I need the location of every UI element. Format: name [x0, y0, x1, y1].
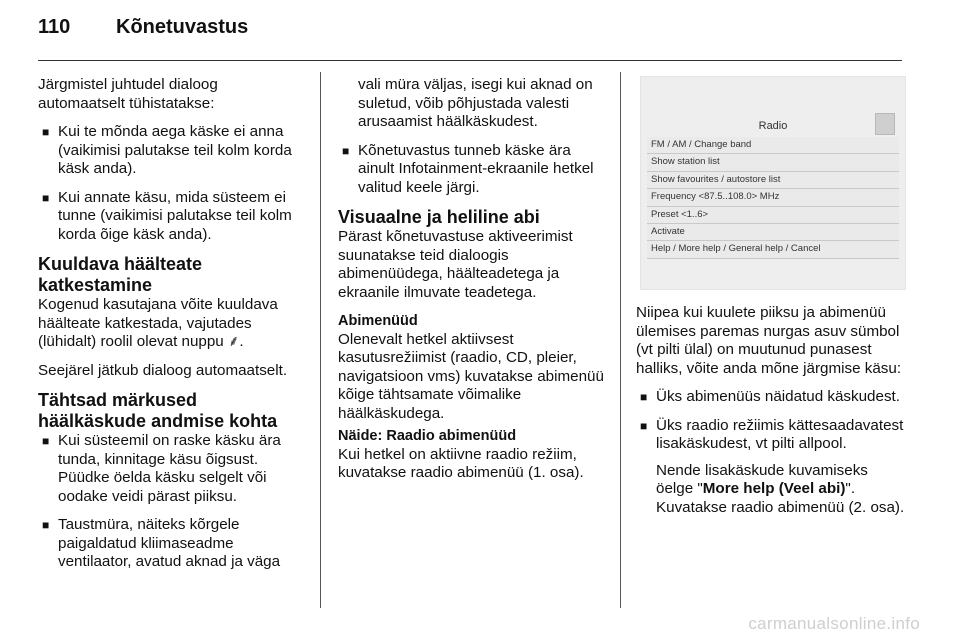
- subheading: Abimenüüd: [338, 313, 418, 329]
- list-item: [38, 189, 306, 245]
- continuation-text: vali müra väljas, isegi kui aknad on suletud, võib põhjustada valesti arusaamist häälkäskudest.: [358, 76, 593, 130]
- list-item: [38, 516, 306, 572]
- section-heading: Kuuldava häälteate katkestamine: [38, 254, 203, 295]
- list-item: [636, 388, 906, 407]
- section-heading: Tähtsad märkused häälkäskude andmise kohta: [38, 390, 278, 431]
- bullet-square-icon: ■: [42, 518, 50, 532]
- column-2: [338, 76, 606, 493]
- list-item-text: Kui süsteemil on raske käsku ära tunda, kinnitage käsu õigsust. Püüdke öelda käsku selgelt või oodake veidi pärast piiksu.: [58, 432, 281, 505]
- bullet-square-icon: ■: [640, 390, 648, 404]
- menu-item: Preset <1..6>: [647, 207, 899, 224]
- list-item: [38, 123, 306, 179]
- list-item: [38, 432, 306, 506]
- menu-item: Show favourites / autostore list: [647, 172, 899, 189]
- paragraph-text: Niipea kui kuulete piiksu ja abimenüü ülemises paremas nurgas asuv sümbol (vt pilti ülal) on muutunud punasest halliks, võite anda mõne järgmise käsu:: [636, 304, 902, 377]
- list-item-text: Kui te mõnda aega käske ei anna (vaikimisi palutakse teil kolm korda käsk anda).: [58, 123, 292, 177]
- paragraph-text: Pärast kõnetuvastuse aktiveerimist suunatakse teid dialoogis abimenüüdega, häälteadetega ja ekraanile ilmuvate teadetega.: [338, 228, 573, 301]
- radio-help-menu-screenshot: [640, 76, 906, 290]
- bullet-square-icon: ■: [342, 143, 350, 158]
- menu-item: Help / More help / General help / Cancel: [647, 241, 899, 258]
- list-item-text: Üks abimenüüs näidatud käskudest.: [656, 388, 900, 405]
- list-item-text: ".: [845, 480, 856, 497]
- column-3: [636, 76, 906, 527]
- list-item-text: Taustmüra, näiteks kõrgele paigaldatud kliimaseadme ventilaator, avatud aknad ja väga: [58, 516, 281, 570]
- column-1: [38, 76, 306, 582]
- column-divider-1: [320, 72, 321, 608]
- list-item-text: Kuvatakse raadio abimenüü (2. osa).: [656, 498, 905, 516]
- bullet-square-icon: ■: [42, 125, 50, 139]
- paragraph-text: Olenevalt hetkel aktiivsest kasutusrežiimist (raadio, CD, pleier, navigatsioon vms) kuvatakse abimenüü kõige tähtsamate võimalike häälkäskudega.: [338, 330, 604, 422]
- help-menu-list: [647, 137, 899, 259]
- voice-status-icon: [875, 113, 895, 135]
- list-item-text: Kõnetuvastus tunneb käske ära ainult Infotainment-ekraanile hetkel valitud keele järgi.: [358, 141, 594, 196]
- list-item: [338, 142, 606, 198]
- bullet-square-icon: ■: [42, 190, 50, 205]
- list-item-text: Üks raadio režiimis kättesaadavatest lisakäskudest, vt pilti allpool.: [656, 416, 904, 452]
- menu-item: Frequency <87.5..108.0> MHz: [647, 189, 899, 206]
- subheading: Näide: Raadio abimenüüd: [338, 428, 517, 444]
- page-header: [38, 16, 902, 48]
- steering-voice-button-icon: ⸙.: [227, 333, 244, 350]
- section-heading: Visuaalne ja heliline abi: [338, 207, 540, 227]
- column-divider-2: [620, 72, 621, 608]
- page-number: 110: [38, 16, 71, 38]
- menu-item: Show station list: [647, 154, 899, 171]
- screen-titlebar: [647, 113, 899, 137]
- paragraph-text: Kui hetkel on aktiivne raadio režiim, kuvatakse raadio abimenüü (1. osa).: [338, 445, 584, 481]
- intro-text: Järgmistel juhtudel dialoog automaatselt tühistatakse:: [38, 76, 218, 112]
- screen-title: Radio: [758, 120, 788, 132]
- command-text: More help (Veel abi): [702, 480, 846, 497]
- list-item: [636, 417, 906, 518]
- menu-item: FM / AM / Change band: [647, 137, 899, 154]
- header-divider: [38, 60, 902, 61]
- paragraph-text: Seejärel jätkub dialoog automaatselt.: [38, 361, 288, 379]
- list-item-text: Kui annate käsu, mida süsteem ei tunne (vaikimisi palutakse teil kolm korda õige käsk anda).: [58, 188, 292, 243]
- page-title: Kõnetuvastus: [116, 16, 249, 38]
- list-item-text: Nende lisakäskude kuvamiseks öelge ": [656, 461, 868, 497]
- paragraph-text: Kogenud kasutajana võite kuuldava häälteate katkestada, vajutades (lühidalt) roolil olevat nuppu: [38, 296, 278, 350]
- menu-item: Activate: [647, 224, 899, 241]
- bullet-square-icon: ■: [640, 418, 648, 433]
- watermark: carmanualsonline.info: [748, 614, 920, 633]
- bullet-square-icon: ■: [42, 434, 50, 448]
